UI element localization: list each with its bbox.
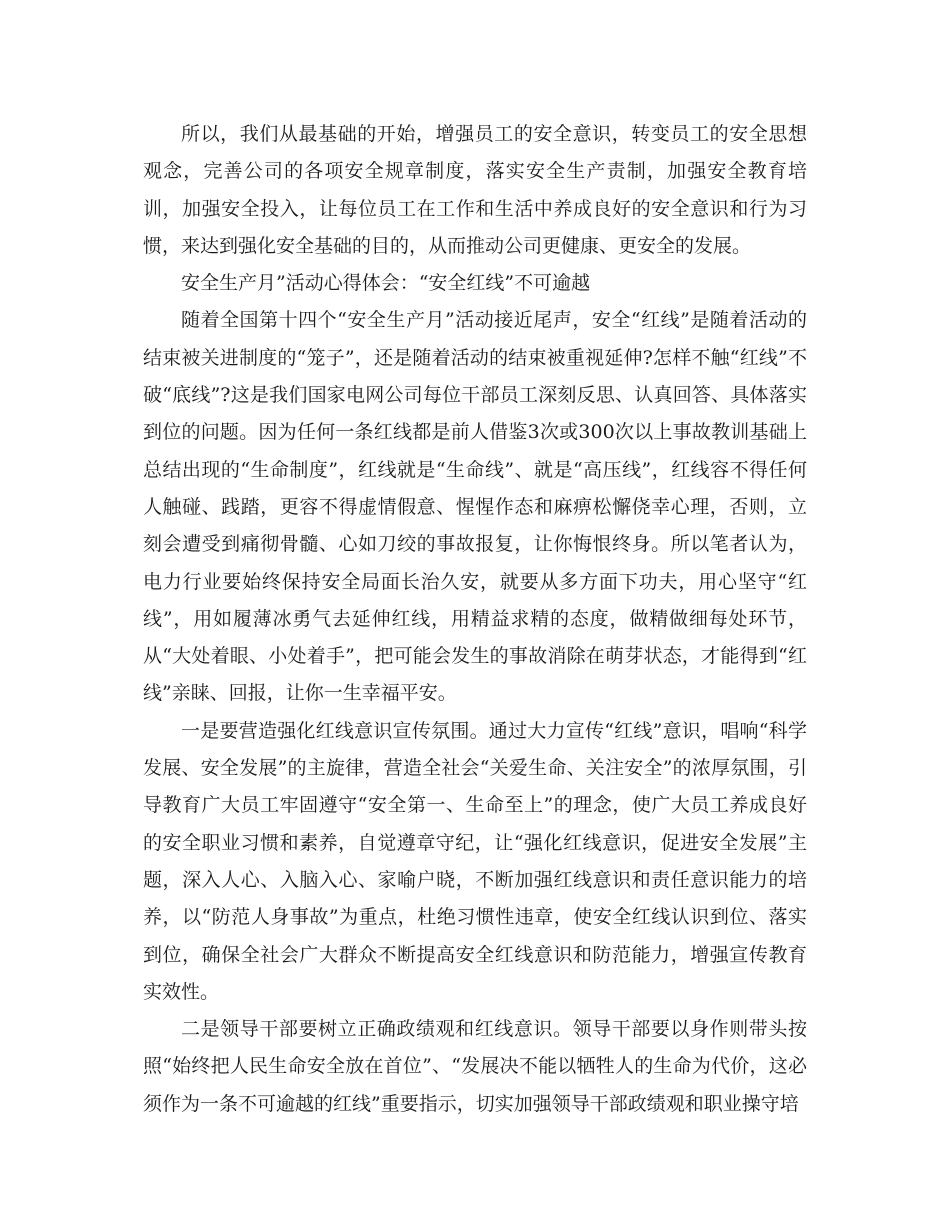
paragraph-point-one: 一是要营造强化红线意识宣传氛围。通过大力宣传“红线”意识，唱响“科学发展、安全发展”的主旋律，营造全社会“关爱生命、关注安全”的浓厚氛围，引导教育广大员工牢固遵守“安全第一、生命至上”的理念，使广大员工养成良好的安全职业习惯和素养，自觉遵章守纪，让“强化红线意识，促进安全发展”主题，深入人心、入脑入心、家喻户晓，不断加强红线意识和责任意识能力的培养，以“防范人身事故”为重点，杜绝习惯性违章，使安全红线认识到位、落实到位，确保全社会广大群众不断提高安全红线意识和防范能力，增强宣传教育实效性。: [143, 719, 807, 1003]
paragraph-safety-month: 随着全国第十四个“安全生产月”活动接近尾声，安全“红线”是随着活动的结束被关进制度的“笼子”，还是随着活动的结束被重视延伸?怎样不触“红线”不破“底线”?这是我们国家电网公司每位干部员工深刻反思、认真回答、具体落实到位的问题。因为任何一条红线都是前人借鉴3次或300次以上事故教训基础上总结出现的“生命制度”，红线就是“生命线”、就是“高压线”，红线容不得任何人触碰、践踏，更容不得虚情假意、惺惺作态和麻痹松懈侥幸心理，否则，立刻会遭受到痛彻骨髓、心如刀绞的事故报复，让你悔恨终身。所以笔者认为，电力行业要始终保持安全局面长治久安，就要从多方面下功夫，用心坚守“红线”，用如履薄冰勇气去延伸红线，用精益求精的态度，做精做细每处环节，从“大处着眼、小处着手”，把可能会发生的事故消除在萌芽状态，才能得到“红线”亲睐、回报，让你一生幸福平安。: [143, 309, 807, 705]
document-body: [143, 116, 807, 1123]
section-heading-red-line: 安全生产月”活动心得体会：“安全红线”不可逾越: [181, 272, 591, 295]
paragraph-point-two: 二是领导干部要树立正确政绩观和红线意识。领导干部要以身作则带头按照“始终把人民生命安全放在首位”、“发展决不能以牺牲人的生命为代价，这必须作为一条不可逾越的红线”重要指示，切实加强领导干部政绩观和职业操守培: [143, 1018, 807, 1115]
paragraph-safety-foundation: 所以，我们从最基础的开始，增强员工的安全意识，转变员工的安全思想观念，完善公司的各项安全规章制度，落实安全生产责制，加强安全教育培训，加强安全投入，让每位员工在工作和生活中养成良好的安全意识和行为习惯，来达到强化安全基础的目的，从而推动公司更健康、更安全的发展。: [143, 123, 807, 257]
